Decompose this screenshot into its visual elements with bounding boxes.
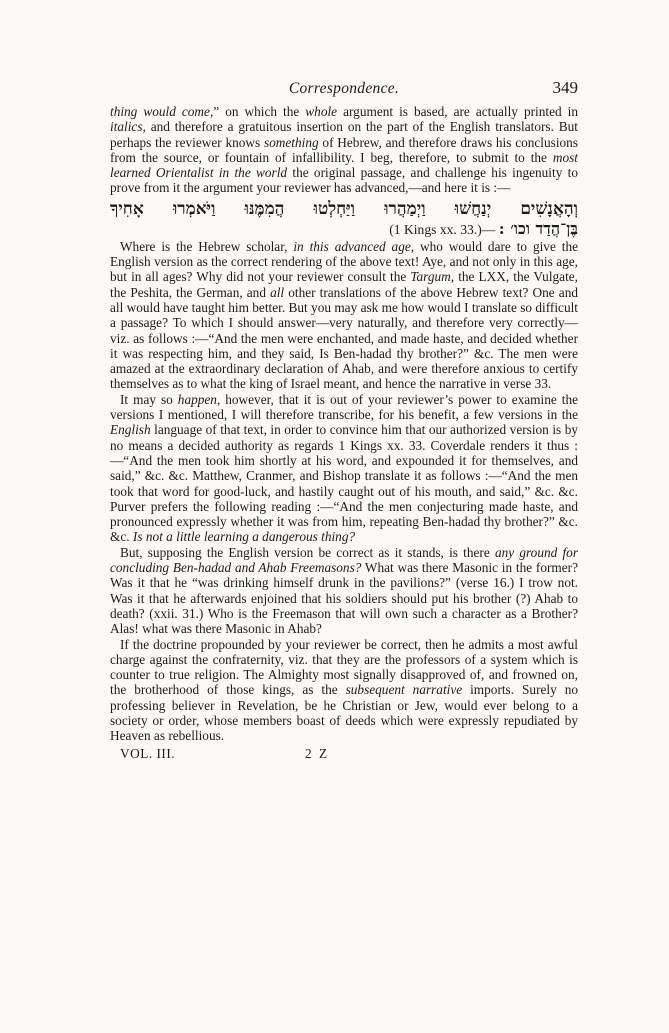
italic-text: most learned Orientalist in the world bbox=[110, 149, 578, 181]
italic-text: English bbox=[110, 422, 151, 438]
citation-reference: (1 Kings xx. 33.)— bbox=[389, 221, 496, 237]
paragraph bbox=[110, 104, 578, 196]
text-run: and therefore a gratuitous insertion on the part of the English translators. But perhaps the reviewer knows bbox=[110, 119, 578, 150]
signature-mark: 2 Z bbox=[305, 745, 330, 761]
text-run: who would dare to give the English version as the correct rendering of the above text! Aye, and not only in this age, but in all ages? Why did not your reviewer consult the bbox=[110, 238, 578, 285]
book-page bbox=[110, 78, 578, 764]
paragraph bbox=[110, 637, 578, 744]
running-title: Correspondence. bbox=[288, 80, 400, 97]
italic-text: whole bbox=[305, 104, 338, 119]
text-run: the LXX, the Vulgate, the Peshita, the German, and bbox=[110, 269, 578, 300]
text-run: of Hebrew, and therefore draws his conclusions from the source, or fountain of infallibility. I beg, therefore, to submit to the bbox=[110, 134, 578, 165]
text-run: What was there Masonic in the former? Was it that he “was drinking himself drunk in the pavilions?” (verse 16.) I trow not. Was it that he afterwards enjoined that his soldiers should put his brother (?) Ahab to death? (xxii. 31.) Who is the Freemason that will own such a character as a Brother? Alas! what was there Masonic in Ahab? bbox=[110, 560, 578, 637]
italic-text: happen, bbox=[177, 391, 221, 407]
page-number: 349 bbox=[552, 78, 578, 97]
paragraph bbox=[110, 545, 578, 637]
text-run: imports. Surely no professing believer in Revelation, be he Christian or Jew, would ever belong to a society or order, whose members boast of deeds which were expressly repudiated by Heaven as rebellious. bbox=[110, 682, 578, 744]
text-run: the original passage, and challenge his ingenuity to prove from it the argument your reviewer has advanced,—and here it is :— bbox=[110, 165, 578, 196]
italic-text: thing would come, bbox=[110, 104, 214, 119]
text-run: however, that it is out of your reviewer’s power to examine the versions I mentioned, I will therefore transcribe, for his benefit, a few versions in the bbox=[110, 391, 579, 423]
italic-text: Is not a little learning a dangerous thing? bbox=[132, 529, 356, 545]
italic-text: in this advanced age, bbox=[293, 238, 415, 254]
page-footer bbox=[110, 746, 578, 764]
volume-label: VOL. III. bbox=[120, 745, 176, 761]
text-run: argument is based, are actually printed in bbox=[337, 104, 578, 119]
italic-text: all bbox=[270, 284, 285, 300]
paragraph bbox=[110, 392, 578, 545]
italic-text: something bbox=[263, 134, 319, 150]
text-run: other translations of the above Hebrew text? One and all would have taught him better. But you may ask me how would I translate so difficult a passage? To which I should answer—very naturally, and therefore very correctly—viz. as follows :—“And the men were enchanted, and made haste, and decided whether it was respecting him, and they said, Is Ben-hadad thy brother?” &c. The men were amazed at the extraordinary declaration of Ahab, and were therefore anxious to certify themselves as to what the king of Israel meant, and hence the narrative in verse 33. bbox=[110, 284, 578, 392]
italic-text: any ground for concluding Ben-hadad and Ahab Freemasons? bbox=[110, 544, 578, 576]
text-run: ” on which the bbox=[213, 104, 306, 119]
hebrew-quotation: וְהָאֲנָשִׁים יְנַחֲשׁוּ וַיְמַהֲרוּ וַיַּחְלְטוּ הֲמִמֶּנּוּ וַיֹּאמְרוּ אָחִיךָ bbox=[110, 198, 578, 219]
text-run: But, supposing the English version be correct as it stands, is there bbox=[120, 544, 495, 560]
text-run: If the doctrine propounded by your reviewer be correct, then he admits a most awful charge against the confraternity, viz. that they are the professors of a system which is counter to true religion. The Almighty most signally disapproved of, and frowned on, the brotherhood of those kings, as the bbox=[110, 636, 578, 698]
paragraph bbox=[110, 239, 578, 392]
italic-text: Targum, bbox=[410, 269, 455, 285]
italic-text: subsequent narrative bbox=[345, 682, 463, 698]
text-run: Where is the Hebrew scholar, bbox=[120, 238, 294, 254]
page-body bbox=[110, 104, 578, 744]
citation-hebrew: בֶּן־הֲדַד וכו׳ : bbox=[498, 218, 578, 238]
italic-text: italics, bbox=[110, 119, 146, 135]
text-after-quote bbox=[110, 239, 578, 744]
text-run: It may so bbox=[120, 391, 178, 407]
text-run: language of that text, in order to convince him that our authorized version is by no means a decided authority as regards 1 Kings xx. 33. Coverdale renders it thus :—“And the men took him shortly at his word, and expounded it for themselves, and said,” &c. &c. Matthew, Cranmer, and Bishop translate it as follows :—“And the men took that word for good-luck, and hastily caught out of his mouth, and said,” &c. &c. Purver prefers the following reading :—“And the men conjecturing made haste, and pronounced expressly whether it was from him, repeating Ben-hadad thy brother?” &c. &c. bbox=[110, 422, 578, 545]
scripture-citation bbox=[110, 220, 578, 239]
page-header bbox=[110, 78, 578, 104]
text-before-quote bbox=[110, 104, 578, 196]
